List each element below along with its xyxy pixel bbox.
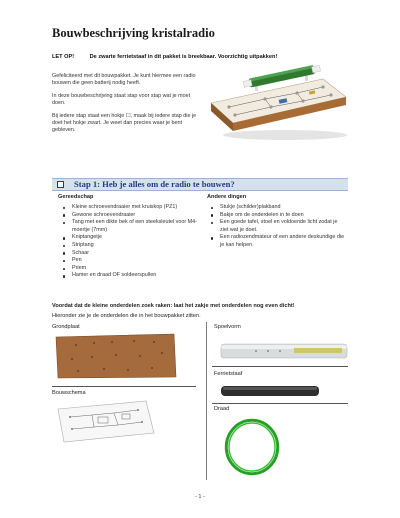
step-title: Stap 1: Heb je alles om de radio te bouwen? <box>74 179 235 189</box>
grondplaat-photo <box>54 333 178 379</box>
spoelvorm-photo <box>220 342 348 360</box>
intro-paragraph: Gefeliciteerd met dit bouwpakket. Je kunt hiermee een radio bouwen die geen batterij nodig heeft. <box>52 73 196 87</box>
parts-rule <box>212 366 348 367</box>
list-item: Kniptangetje <box>60 234 200 242</box>
parts-warning: Voordat dat de kleine onderdelen zoek raken: laat het zakje met onderdelen nog even dicht! <box>52 303 295 309</box>
draad-label: Draad <box>214 406 230 412</box>
tools-heading: Gereedschap <box>58 194 94 200</box>
step-checkbox <box>57 181 64 188</box>
list-item: Hamer en draad OF soldeerspullen <box>60 272 200 280</box>
bouwschema-photo <box>54 399 158 443</box>
bouwschema-label: Bouwschema <box>52 390 86 396</box>
warning-text: De zwarte ferrietstaaf in dit pakket is breekbaar. Voorzichtig uitpakken! <box>89 54 278 60</box>
page-title: Bouwbeschrijving kristalradio <box>52 26 215 40</box>
intro-paragraph: Bij iedere stap staat een hokje ☐, maak bij iedere stap die je doet het hokje zwart. Je weet dan precies waar je bent gebleven. <box>52 112 197 134</box>
list-item: Een radiozendmateur of een andere deskundige die je kan helpen. <box>208 234 346 249</box>
list-item: Schaar <box>60 250 200 258</box>
ferrietstaaf-label: Ferrietstaaf <box>214 371 243 377</box>
step-header <box>52 178 348 191</box>
crystal-radio-photo <box>205 63 348 141</box>
parts-divider <box>206 322 207 480</box>
list-item: Bakje om de onderdelen in te doen <box>208 212 346 220</box>
list-item: Stukje (schilder)plakband <box>208 204 346 212</box>
ferrietstaaf-photo <box>220 384 320 398</box>
parts-rule <box>52 386 196 387</box>
warning-tag: LET OP! <box>52 54 75 60</box>
warning-line <box>52 54 277 60</box>
list-item: Pen <box>60 257 200 265</box>
other-heading: Andere dingen <box>207 194 247 200</box>
intro-paragraph: In deze bouwbeschrijving staat stap voor stap wat je moet doen. <box>52 92 191 107</box>
list-item: Gewone schroevendraaier <box>60 212 200 220</box>
parts-rule <box>212 403 348 404</box>
list-item: Priem <box>60 265 200 273</box>
tools-list <box>60 204 200 280</box>
spoelvorm-label: Spoelvorm <box>214 324 241 330</box>
list-item: Een goede tafel, stoel en voldoende licht zodat je ziet wat je doet. <box>208 219 346 234</box>
draad-photo <box>222 416 282 478</box>
list-item: Tang met een dikte bek of een steeksleutel voor M4-moertje (7mm) <box>60 219 200 234</box>
parts-intro: Hieronder zie je de onderdelen die in het bouwpakket zitten. <box>52 313 201 319</box>
intro-text <box>52 73 202 140</box>
grondplaat-label: Grondplaat <box>52 324 80 330</box>
page-number: - 1 - <box>195 494 205 500</box>
list-item: Kleine schroevendraaier met kruiskop (PZ1) <box>60 204 200 212</box>
other-list <box>208 204 346 250</box>
list-item: Striptang <box>60 242 200 250</box>
